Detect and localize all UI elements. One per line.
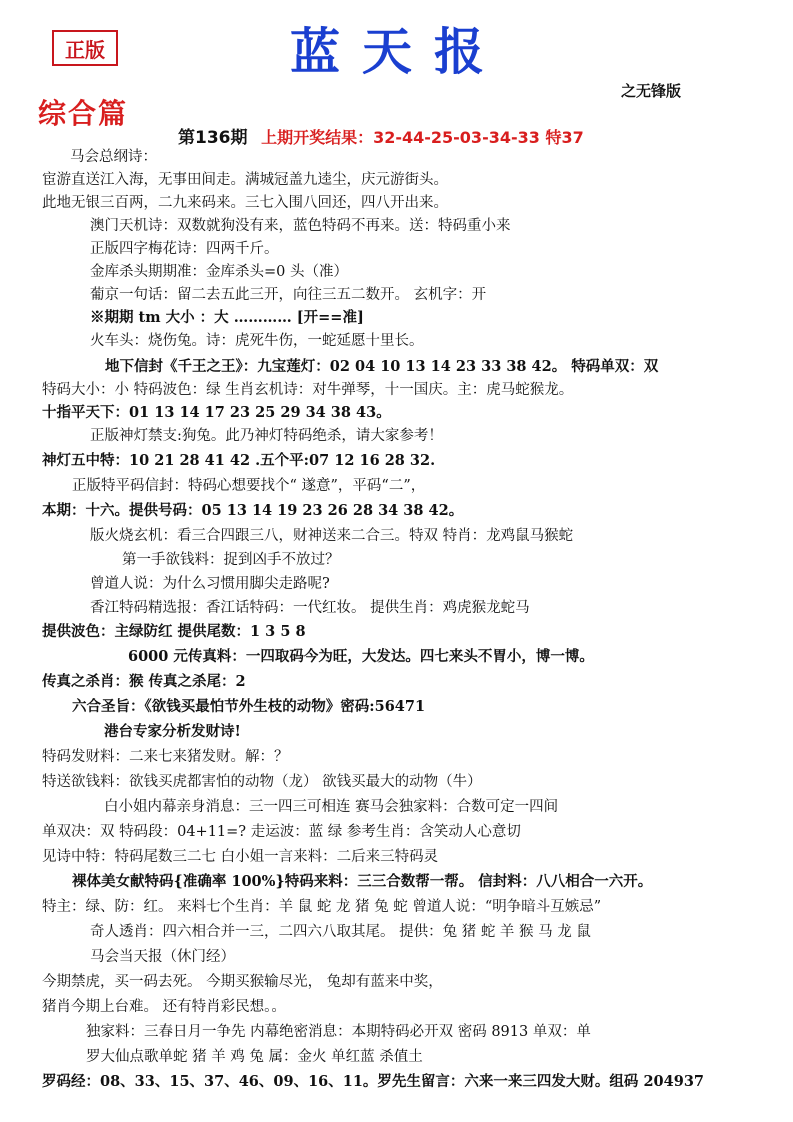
text-line: 今期禁虎，买一码去死。 今期买猴输尽光， 兔却有蓝来中奖，	[42, 974, 443, 990]
text-line: 宦游直送江入海，无事田间走。满城冠盖九逵尘，庆元游街头。	[42, 172, 448, 188]
text-line: 裸体美女献特码{准确率 100%}特码来料：三三合数帮一帮。 信封料：八八相合一六开。	[72, 873, 653, 890]
previous-draw-result: 上期开奖结果：32-44-25-03-34-33 特37	[261, 128, 584, 147]
text-line: 澳门天机诗：双数就狗没有来，蓝色特码不再来。送：特码重小来	[90, 218, 511, 234]
text-line: 单双决：双 特码段：04+11=? 走运波：蓝 绿 参考生肖：含笑动人心意切	[42, 824, 521, 840]
text-line: 特主：绿、防：红。 来料七个生肖：羊 鼠 蛇 龙 猪 兔 蛇 曾道人说：“明争暗斗互嫉忌”	[42, 899, 602, 915]
text-line: 香江特码精选报：香江话特码：一代红妆。 提供生肖：鸡虎猴龙蛇马	[90, 600, 530, 616]
text-line: 特码大小：小 特码波色：绿 生肖玄机诗：对牛弹琴，十一国庆。主：虎马蛇猴龙。	[42, 382, 574, 398]
text-line: 正版神灯禁支:狗兔。此乃神灯特码绝杀，请大家参考！	[90, 428, 443, 444]
text-line: 第一手欲钱料：捉到凶手不放过？	[122, 552, 340, 568]
issue-row	[178, 123, 584, 148]
text-line: 特码发财料：二来七来猪发财。解：？	[42, 749, 289, 765]
text-line: 白小姐内幕亲身消息：三一四三可相连 赛马会独家料：合数可定一四间	[104, 799, 559, 815]
text-line: 传真之杀肖：猴 传真之杀尾：2	[42, 673, 246, 690]
text-line: 见诗中特：特码尾数三二七 白小姐一言来料：二后来三特码灵	[42, 849, 439, 865]
text-line: 6000 元传真料：一四取码今为旺，大发达。四七来头不胃小，博一博。	[128, 648, 594, 665]
text-line: 罗大仙点歌单蛇 猪 羊 鸡 兔 属：金火 单红蓝 杀值土	[86, 1049, 423, 1065]
text-line: 港台专家分析发财诗!	[104, 723, 241, 740]
text-line: 猪肖今期上台难。 还有特肖彩民想。。	[42, 999, 286, 1015]
text-line: 本期：十六。提供号码：05 13 14 19 23 26 28 34 38 42。	[42, 502, 464, 519]
issue-number: 第136期	[178, 128, 248, 148]
text-line: 正版四字梅花诗：四两千斤。	[90, 241, 279, 257]
text-line: 金库杀头期期准：金库杀头=0 头（准）	[90, 264, 348, 280]
text-line: 罗码经：08、33、15、37、46、09、16、11。罗先生留言：六来一来三四发大财。组码 204937	[42, 1073, 705, 1090]
edition-subtitle: 之无锋版	[621, 82, 682, 100]
authentic-stamp: 正版	[52, 30, 118, 66]
section-heading: 综合篇	[38, 97, 129, 130]
text-line: 马会总纲诗：	[70, 149, 157, 165]
text-line: 地下信封《千王之王》：九宝莲灯：02 04 10 13 14 23 33 38 42。 特码单双：双	[105, 358, 659, 375]
newspaper-title: 蓝天报	[290, 22, 506, 81]
text-line: 独家料：三春日月一争先 内幕绝密消息：本期特码必开双 密码 8913 单双：单	[86, 1024, 591, 1040]
text-line: 曾道人说：为什么习惯用脚尖走路呢?	[90, 576, 330, 592]
text-line: 葡京一句话：留二去五此三开，向往三五二数开。 玄机字：开	[90, 287, 487, 303]
text-line: 奇人透肖：四六相合并一三，二四六八取其尾。 提供：兔 猪 蛇 羊 猴 马 龙 鼠	[90, 924, 591, 940]
text-line: ※期期 tm 大小 ：大 ………… [开==准]	[90, 309, 364, 326]
text-line: 六合圣旨：《欲钱买最怕节外生枝的动物》密码:56471	[72, 698, 426, 715]
text-line: 神灯五中特：10 21 28 41 42 .五个平:07 12 16 28 32.	[42, 452, 436, 469]
text-line: 特送欲钱料：欲钱买虎都害怕的动物（龙） 欲钱买最大的动物（牛）	[42, 774, 482, 790]
text-line: 版火烧玄机：看三合四跟三八，财神送来二合三。特双 特肖：龙鸡鼠马猴蛇	[90, 528, 574, 544]
text-line: 火车头：烧伤兔。诗：虎死牛伤，一蛇延愿十里长。	[90, 333, 424, 349]
text-line: 十指平天下：01 13 14 17 23 25 29 34 38 43。	[42, 404, 391, 421]
text-line: 此地无银三百两，二九来码来。三七入围八回还，四八开出来。	[42, 195, 448, 211]
text-line: 提供波色：主绿防红 提供尾数：1 3 5 8	[42, 623, 306, 640]
text-line: 正版特平码信封：特码心想要找个“ 遂意”，平码“二”，	[72, 478, 426, 494]
text-line: 马会当天报（休门经）	[90, 949, 235, 965]
